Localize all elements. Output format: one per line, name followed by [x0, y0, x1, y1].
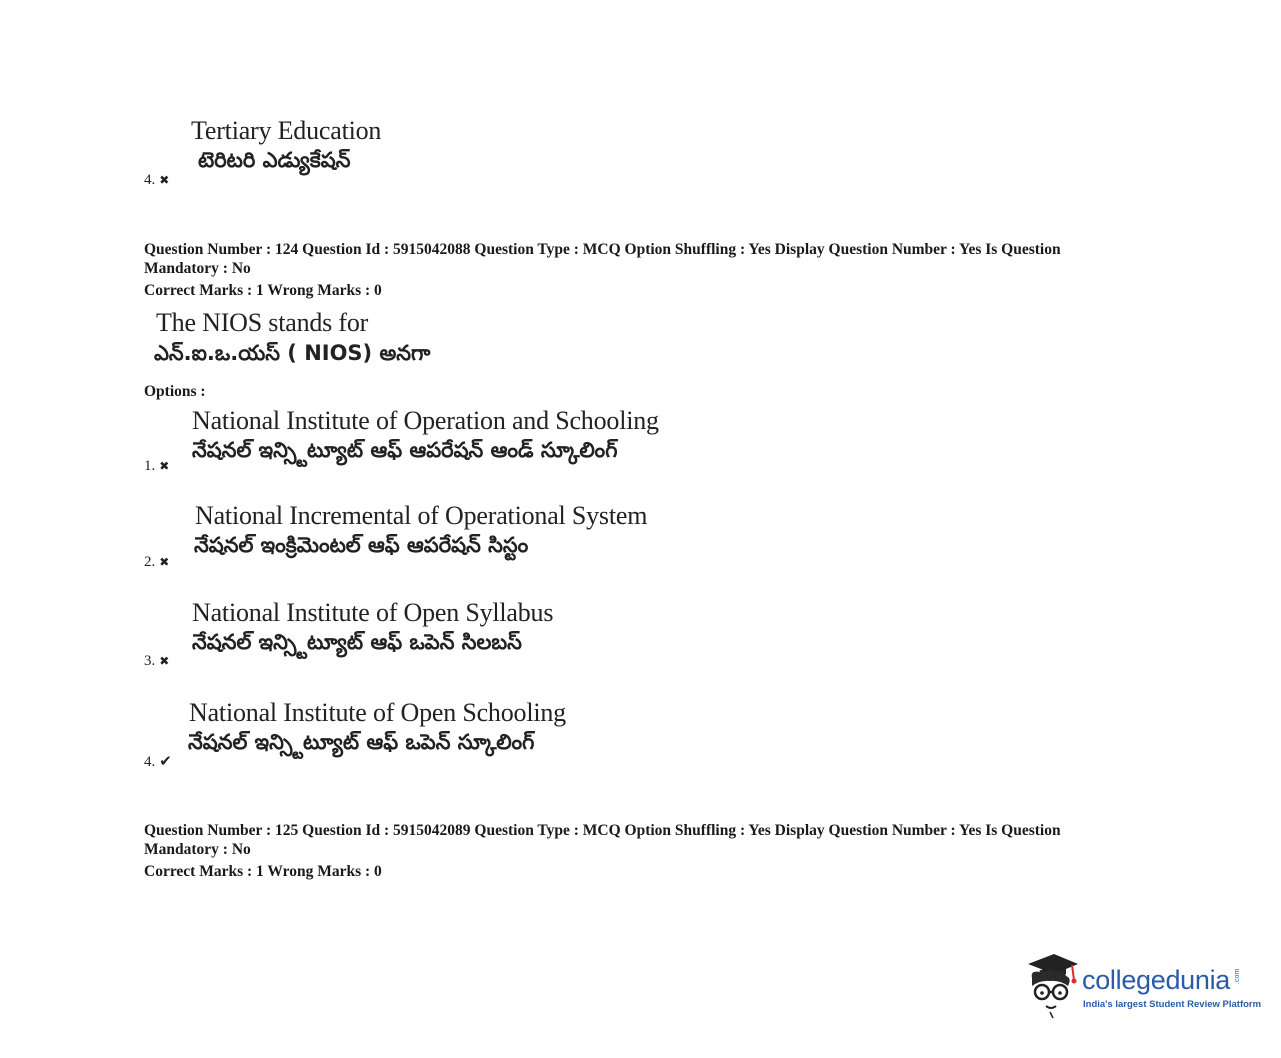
option-3-english: National Institute of Open Syllabus [192, 598, 554, 627]
option-2-number: 2. ✖ [144, 554, 170, 570]
cross-icon: ✖ [159, 459, 170, 473]
q125-meta-line1: Question Number : 125 Question Id : 5915042089 Question Type : MCQ Option Shuffling : Yes Display Question Number : Yes Is Question [144, 822, 1061, 839]
option-2-telugu: నేషనల్ ఇంక్రిమెంటల్ ఆఫ్ ఆపరేషన్ సిస్టం [194, 533, 529, 557]
option-3-telugu: నేషనల్ ఇన్స్టిట్యూట్ ఆఫ్ ఒపెన్ సిలబస్ [192, 630, 522, 654]
cross-icon: ✖ [159, 654, 170, 668]
q124-question-english: The NIOS stands for [156, 308, 369, 337]
prev-option-4-english: Tertiary Education [191, 116, 382, 145]
brand-name: collegedunia [1082, 965, 1231, 995]
q124-meta-line1: Question Number : 124 Question Id : 5915042088 Question Type : MCQ Option Shuffling : Yes Display Question Number : Yes Is Question [144, 241, 1061, 258]
option-4-number: 4. ✔ [144, 752, 172, 770]
brand-dotcom: .com [1234, 968, 1241, 984]
collegedunia-watermark [1020, 950, 1262, 1025]
option-3-number: 3. ✖ [144, 653, 170, 669]
option-4-telugu: నేషనల్ ఇన్స్టిట్యూట్ ఆఫ్ ఒపెన్ స్కూలింగ్ [188, 730, 535, 754]
q124-options-label: Options : [144, 383, 206, 400]
brand-tagline: India's largest Student Review Platform [1083, 999, 1262, 1010]
option-1-number: 1. ✖ [144, 458, 170, 474]
option-1-english: National Institute of Operation and Schooling [192, 406, 659, 435]
prev-option-4-number: 4. ✖ [144, 172, 170, 188]
q125-marks: Correct Marks : 1 Wrong Marks : 0 [144, 863, 382, 880]
mascot-logo-icon [1020, 950, 1082, 1020]
checkmark-icon: ✔ [159, 752, 172, 770]
q124-question-telugu: ఎన్.ఐ.ఒ.యస్ ( NIOS) అనగా [154, 341, 431, 365]
prev-option-4-telugu: టెరిటరి ఎడ్యుకేషన్ [198, 148, 351, 172]
q125-meta-line2: Mandatory : No [144, 841, 251, 858]
cross-icon: ✖ [159, 555, 170, 569]
cross-icon: ✖ [159, 173, 170, 187]
option-1-telugu: నేషనల్ ఇన్స్టిట్యూట్ ఆఫ్ ఆపరేషన్ ఆండ్ స్కూలింగ్ [192, 438, 618, 462]
q124-marks: Correct Marks : 1 Wrong Marks : 0 [144, 282, 382, 299]
option-2-english: National Incremental of Operational System [195, 501, 648, 530]
option-4-english: National Institute of Open Schooling [189, 698, 566, 727]
q124-meta-line2: Mandatory : No [144, 260, 251, 277]
